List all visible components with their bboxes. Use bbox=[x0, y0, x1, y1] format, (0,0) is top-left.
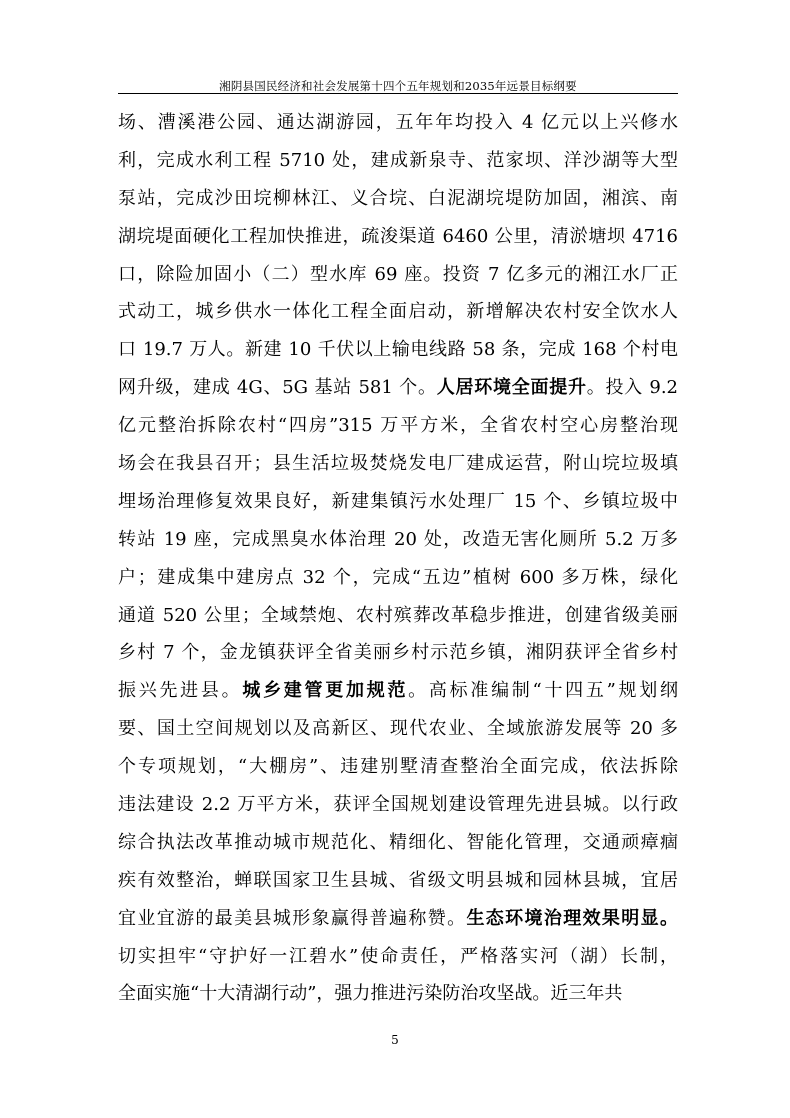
text-segment: 湖垸堤面硬化工程加快推进，疏浚渠道 6460 公里，清淤塘坝 4716 bbox=[118, 225, 678, 247]
text-line bbox=[118, 786, 678, 824]
text-line bbox=[118, 975, 678, 1013]
text-line bbox=[118, 256, 678, 294]
text-segment: 户；建成集中建房点 32 个，完成“五边”植树 600 多万株，绿化 bbox=[118, 566, 678, 588]
text-segment: 疾有效整治，蝉联国家卫生县城、省级文明县城和园林县城，宜居 bbox=[118, 869, 678, 891]
text-segment: 通道 520 公里；全域禁炮、农村殡葬改革稳步推进，创建省级美丽 bbox=[118, 604, 678, 626]
text-segment: 式动工，城乡供水一体化工程全面启动，新增解决农村安全饮水人 bbox=[118, 301, 678, 323]
text-segment: 口，除险加固小（二）型水库 69 座。投资 7 亿多元的湘江水厂正 bbox=[118, 263, 678, 285]
text-line bbox=[118, 331, 678, 369]
text-line bbox=[118, 445, 678, 483]
text-line bbox=[118, 710, 678, 748]
text-line bbox=[118, 369, 678, 407]
text-line bbox=[118, 824, 678, 862]
page-header: 湘阴县国民经济和社会发展第十四个五年规划和2035年远景目标纲要 bbox=[219, 79, 577, 93]
text-line bbox=[118, 180, 678, 218]
text-segment: 口 19.7 万人。新建 10 千伏以上输电线路 58 条，完成 168 个村电 bbox=[118, 339, 678, 361]
text-segment: 综合执法改革推动城市规范化、精细化、智能化管理，交通顽瘴痼 bbox=[118, 831, 678, 853]
text-segment: 。投入 9.2 bbox=[586, 377, 679, 399]
text-segment: 宜业宜游的最美县城形象赢得普遍称赞。 bbox=[118, 907, 467, 929]
text-segment: 亿元整治拆除农村“四房”315 万平方米，全省农村空心房整治现 bbox=[118, 415, 678, 437]
text-segment: 转站 19 座，完成黑臭水体治理 20 处，改造无害化厕所 5.2 万多 bbox=[118, 528, 678, 550]
text-line bbox=[118, 597, 678, 635]
text-line bbox=[118, 407, 678, 445]
page-number: 5 bbox=[391, 1033, 399, 1047]
text-segment: 场、漕溪港公园、通达湖游园，五年年均投入 4 亿元以上兴修水 bbox=[118, 112, 678, 133]
text-line bbox=[118, 142, 678, 180]
text-segment: 网升级，建成 4G、5G 基站 581 个。 bbox=[118, 377, 437, 399]
bold-heading-phrase: 生态环境治理效果明显。 bbox=[466, 907, 679, 929]
bold-heading-phrase: 人居环境全面提升 bbox=[436, 377, 587, 399]
bold-heading-phrase: 城乡建管更加规范 bbox=[242, 680, 409, 702]
text-segment: 埋场治理修复效果良好，新建集镇污水处理厂 15 个、乡镇垃圾中 bbox=[118, 490, 678, 512]
text-segment: 场会在我县召开；县生活垃圾焚烧发电厂建成运营，附山垸垃圾填 bbox=[118, 453, 678, 475]
text-line bbox=[118, 521, 678, 559]
text-segment: 全面实施“十大清湖行动”，强力推进污染防治攻坚战。近三年共 bbox=[118, 983, 623, 1005]
text-segment: 乡村 7 个，金龙镇获评全省美丽乡村示范乡镇，湘阴获评全省乡村 bbox=[118, 642, 678, 664]
text-line bbox=[118, 483, 678, 521]
text-segment: 违法建设 2.2 万平方米，获评全国规划建设管理先进县城。以行政 bbox=[118, 794, 678, 816]
body-text bbox=[118, 104, 678, 1013]
text-segment: 振兴先进县。 bbox=[118, 680, 243, 702]
header-rule bbox=[118, 93, 678, 94]
text-line bbox=[118, 938, 678, 976]
text-line bbox=[118, 748, 678, 786]
text-segment: 。高标准编制“十四五”规划纲 bbox=[408, 680, 679, 702]
text-line bbox=[118, 293, 678, 331]
text-line bbox=[118, 672, 678, 710]
text-segment: 泵站，完成沙田垸柳林江、义合垸、白泥湖垸堤防加固，湘滨、南 bbox=[118, 187, 678, 209]
text-line bbox=[118, 218, 678, 256]
text-line bbox=[118, 634, 678, 672]
text-line bbox=[118, 104, 678, 142]
text-line bbox=[118, 900, 678, 938]
text-segment: 要、国土空间规划以及高新区、现代农业、全域旅游发展等 20 多 bbox=[118, 718, 678, 740]
text-segment: 利，完成水利工程 5710 处，建成新泉寺、范家坝、洋沙湖等大型 bbox=[118, 149, 678, 171]
text-line bbox=[118, 559, 678, 597]
text-segment: 个专项规划，“大棚房”、违建别墅清查整治全面完成，依法拆除 bbox=[118, 756, 678, 778]
text-segment: 切实担牢“守护好一江碧水”使命责任，严格落实河（湖）长制， bbox=[118, 945, 678, 967]
text-line bbox=[118, 862, 678, 900]
